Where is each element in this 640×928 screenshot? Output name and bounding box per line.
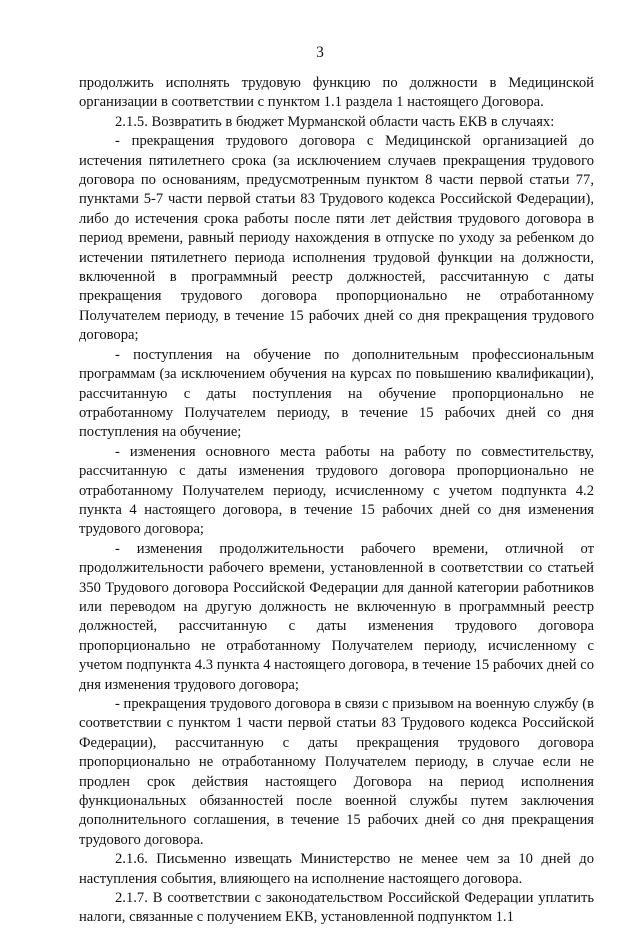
list-item: - поступления на обучение по дополнительным профессиональным программам (за исключением обучения на курсах по повышению квалификации), рассчитанную с даты поступления на обучение пропорционально не отработанному Получателем периоду, в течение 15 рабочих дней со дня поступления на обучение; [79,346,594,441]
list-item: - изменения продолжительности рабочего времени, отличной от продолжительности рабочего времени, установленной в соответствии со статьей 350 Трудового договора Российской Федерации для данной категории работников или переводом на другую должность не включенную в программный реестр должностей, рассчитанную с даты изменения трудового договора пропорционально не отработанному Получателем периоду, исчисленному с учетом подпункта 4.3 пункта 4 настоящего договора, в течение 15 рабочих дней со дня изменения трудового договора; [79,540,594,693]
paragraph: 2.1.6. Письменно извещать Министерство не менее чем за 10 дней до наступления события, влияющего на исполнение настоящего договора. [79,851,594,887]
list-item: - прекращения трудового договора с Медицинской организацией до истечения пятилетнего срока (за исключением случаев прекращения трудового договора по основаниям, предусмотренным пунктом 8 части первой статьи 77, пунктами 5-7 части первой статьи 83 Трудового кодекса Российской Федерации), либо до истечения срока работы после пяти лет действия трудового договора в период времени, равный периоду нахождения в отпуске по уходу за ребенком до истечении пятилетнего периода исполнения трудовой функции на должности, включенной в программный реестр должностей, рассчитанную с даты прекращения трудового договора пропорционально не отработанному Получателем периоду, в течение 15 рабочих дней со дня прекращения трудового договора; [79,133,594,344]
paragraph: 2.1.5. Возвратить в бюджет Мурманской области часть ЕКВ в случаях: [115,113,555,130]
document-body [79,74,594,928]
list-item: - изменения основного места работы на работу по совместительству, рассчитанную с даты изменения трудового договора пропорционально не отработанному Получателем периоду, исчисленному с учетом подпункта 4.2 пункта 4 настоящего договора, в течение 15 рабочих дней со дня изменения трудового договора; [79,443,594,538]
page-number: 3 [316,44,324,61]
paragraph: продолжить исполнять трудовую функцию по должности в Медицинской организации в соответствии с пунктом 1.1 раздела 1 настоящего Договора. [79,75,594,111]
paragraph: 2.1.7. В соответствии с законодательством Российской Федерации уплатить налоги, связанные с получением ЕКВ, установленной подпунктом 1.1 [79,890,594,926]
list-item: - прекращения трудового договора в связи с призывом на военную службу (в соответствии с пунктом 1 части первой статьи 83 Трудового кодекса Российской Федерации), рассчитанную с даты прекращения трудового договора пропорционально не отработанному Получателем периоду, в случае если не продлен срок действия настоящего Договора на период исполнения функциональных обязанностей после военной службы путем заключения дополнительного соглашения, в течение 15 рабочих дней со дня прекращения трудового договора. [79,696,594,848]
